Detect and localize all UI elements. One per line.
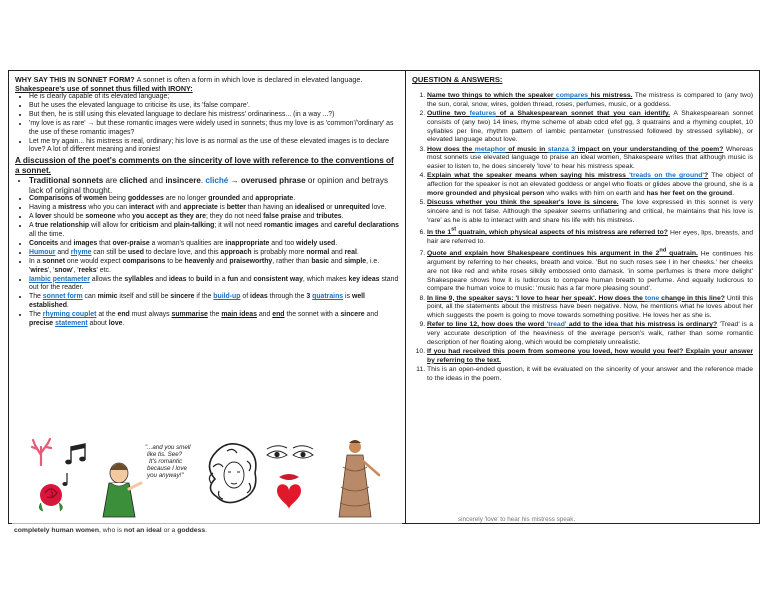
list-item: • Traditional sonnets are cliched and insincere. cliché → overused phrase or opinion and betrays lack of original thought. — [29, 176, 399, 195]
discussion-heading: A discussion of the poet's comments on the sincerity of love with reference to the conventions of a sonnet. — [15, 156, 394, 175]
list-item: • In a sonnet one would expect comparisons to be heavenly and praiseworthy, rather than basic and simple, i.e. 'wires', 'snow', 'reeks' etc. — [29, 258, 399, 276]
list-item: 2. Outline two features of a Shakespearean sonnet that you can identify. A Shakespearean sonnet consists of (any two) 14 lines, rhyme scheme of abab cdcd efef gg, 3 quatrains and a rhyming couplet, 10 syllables per line, rhythm pattern of iambic pentameter (unstressed followed by stressed syllable), or elevated language about love. — [427, 110, 753, 145]
illustrations — [27, 437, 397, 519]
list-item: • Iambic pentameter allows the syllables and ideas to build in a fun and consistent way, which makes key ideas stand out for the reader. — [29, 276, 399, 294]
music-notes-icon — [62, 444, 85, 486]
form-heading-label: WHY SAY THIS IN SONNET FORM? — [15, 75, 135, 84]
form-heading-text: A sonnet is often a form in which love is declared in elevated language. — [136, 75, 363, 84]
list-item: 7. Quote and explain how Shakespeare continues his argument in the 2nd quatrain. He continues his argument by referring to her cheeks, breath and voice. 'But no such roses see I in her cheeks.' her cheeks are not like red and white roses silkily embossed onto damask. 'in some perfumes is there more delight' Shakespeare shows how it is ludicrous to compare human breath to perfume. And equally ludicrous to compare the human voice to music: 'music has a far more pleasing sound'. — [427, 247, 753, 294]
irony-list — [15, 93, 399, 155]
coral-icon — [32, 439, 51, 465]
list-item: 8. In line 9, the speaker says: 'I love to hear her speak'. How does the tone change in this line? Until this point, all the statements about the mistress have been negative. Now, he mentions what he loves about her which suggests the poem is going to move towards something positive. He loves her as she is. — [427, 295, 753, 321]
list-item: 9. Refer to line 12, how does the word 'tread' add to the idea that his mistress is ordinary? 'Tread' is a very accurate description of the heaviness of the average person's walk, rather than some romantic description of her floating along, which would be completely unrealistic. — [427, 321, 753, 347]
list-item: 4. Explain what the speaker means when saying his mistress 'treads on the ground'? The object of affection for the speaker is not an elevated goddess or angel who floats or glides above the ground, she is a more grounded and physical person who walks with him on earth and has her feet on the ground. — [427, 172, 753, 198]
list-item: • But then, he is still using this elevated language to declare his mistress' ordinariness... (in a way ...?) — [29, 111, 399, 120]
list-item: • 'my love is as rare' → but these romantic images were widely used in sonnets; thus my love is as 'common'/'ordinary' as the use of these romantic images? — [29, 120, 399, 138]
overflow-text-left: completely human women, who is not an ideal or a goddess. — [14, 527, 208, 534]
list-item: • But he uses the elevated language to criticise its use, its 'false compare'. — [29, 102, 399, 111]
woman-sketch — [209, 444, 255, 503]
list-item: 10. If you had received this poem from someone you loved, how would you feel? Explain your answer by referring to the text. — [427, 348, 753, 366]
qa-list — [412, 92, 753, 384]
list-item: 5. Discuss whether you think the speaker's love is sincere. The love expressed in this sonnet is very sincere and is not false. Although the speaker seems unflattering and critical, he maintains that his love is 'rare' as he is able to interact with and share his life with his mistress. — [427, 199, 753, 225]
eyes-lips-icon — [267, 446, 313, 480]
heart-icon — [277, 484, 301, 509]
list-item: • The rhyming couplet at the end must always summarise the main ideas and end the sonnet with a sincere and precise statement about love. — [29, 311, 399, 329]
goddess-figure — [339, 440, 379, 517]
worksheet — [8, 70, 760, 524]
list-item: • Conceits and images that over-praise a woman's qualities are inappropriate and too widely used. — [29, 240, 399, 249]
speech-bubble: "...and you smell like tis. See? It's romantic because I love you anyway!" — [145, 444, 191, 479]
qa-column — [405, 71, 759, 523]
list-item: • Let me try again... his mistress is real, ordinary; his love is as normal as the use of these elevated images is to declare love? A lot of different meaning and ironies! — [29, 138, 399, 156]
discussion-list — [15, 176, 399, 329]
irony-subheading: Shakespeare's use of sonnet thus filled with IRONY: — [15, 84, 193, 93]
list-item: • The sonnet form can mimic itself and still be sincere if the build-up of ideas through the 3 quatrains is well established. — [29, 293, 399, 311]
list-item: • Comparisons of women being goddesses are no longer grounded and appropriate. — [29, 195, 399, 204]
form-heading — [15, 75, 399, 84]
list-item: • A true relationship will allow for criticism and plain-talking; it will not need romantic images and careful declarations all the time. — [29, 222, 399, 240]
list-item: 3. How does the metaphor of music in stanza 3 impact on your understanding of the poem? Whereas most sonnets use elevated language to praise an ideal women, Shakespeare writes that although music is easier to listen to, he does sincerely 'love' to hear his mistress speak. — [427, 146, 753, 172]
divider — [12, 523, 402, 526]
qa-title: QUESTION & ANSWERS: — [412, 75, 503, 84]
list-item: • He is clearly capable of its elevated language; — [29, 93, 399, 102]
list-item: 6. In the 1st quatrain, which physical aspects of his mistress are referred to? Her eyes, lips, breasts, and hair are referred to. — [427, 226, 753, 247]
list-item: • A lover should be someone who you accept as they are; they do not need false praise and tributes. — [29, 213, 399, 222]
list-item: 11. This is an open-ended question, it will be evaluated on the sincerity of your answer and the reference made to the ideas in the poem. — [427, 366, 753, 384]
shakespeare-figure — [103, 463, 141, 517]
list-item: 1. Name two things to which the speaker compares his mistress. The mistress is compared to (any two) the sun, coral, snow, wires, golden thread, roses, perfumes, music, or a goddess. — [427, 92, 753, 110]
overflow-text-right: sincerely 'love' to hear his mistress speak. — [458, 516, 576, 523]
notes-column — [9, 71, 405, 523]
list-item: • Humour and rhyme can still be used to declare love, and this approach is probably more normal and real. — [29, 249, 399, 258]
list-item: • Having a mistress who you can interact with and appreciate is better than having an idealised or unrequited love. — [29, 204, 399, 213]
rose-icon — [39, 484, 62, 511]
